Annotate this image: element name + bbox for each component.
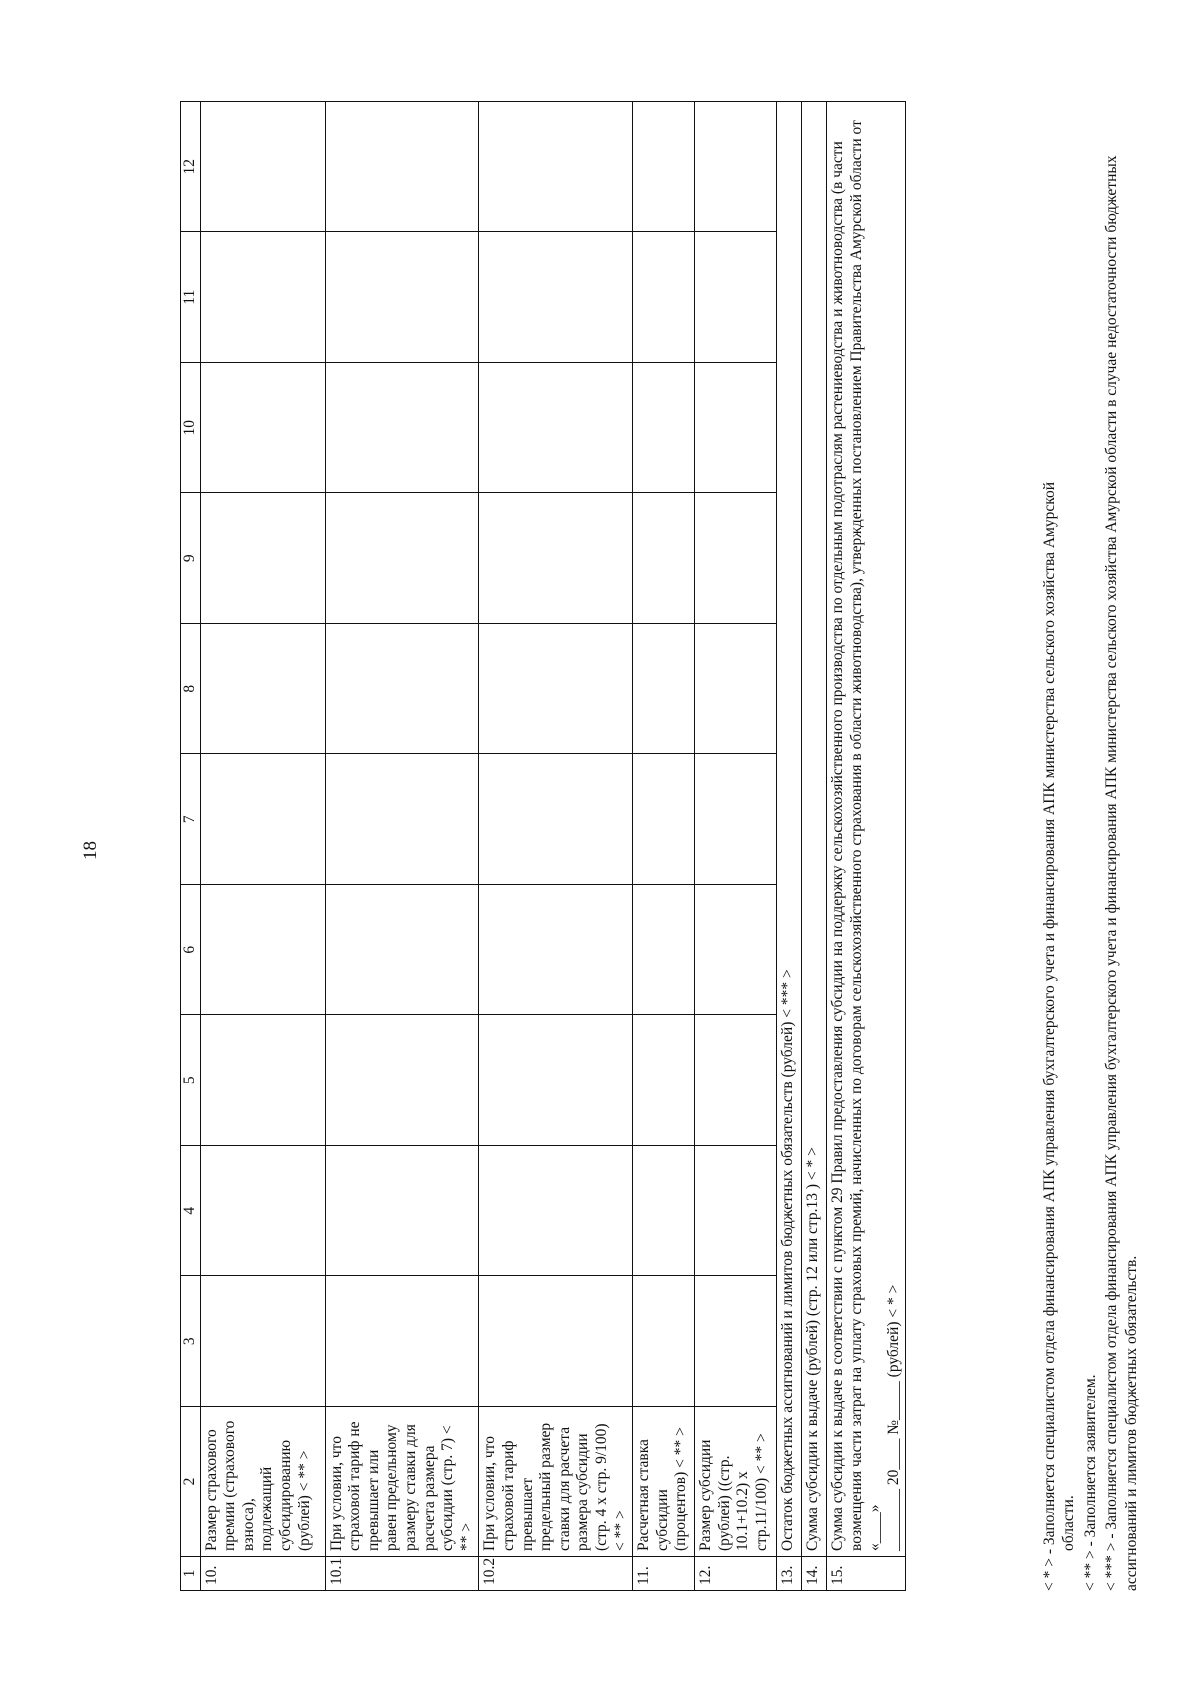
footnote-continuation: области. (1060, 1495, 1078, 1551)
data-cell[interactable] (200, 1146, 325, 1277)
row-number: 13. (777, 1557, 802, 1591)
table-row (325, 102, 479, 1591)
data-cell[interactable] (479, 885, 633, 1016)
data-cell[interactable] (695, 1146, 777, 1277)
data-cell[interactable] (325, 363, 479, 494)
header-cell: 7 (181, 754, 201, 885)
data-cell[interactable] (479, 1146, 633, 1277)
data-cell[interactable] (695, 1015, 777, 1146)
data-cell[interactable] (695, 624, 777, 755)
row-label: При условии, что страховой тариф не превышает или равен предельному размеру ставки для расчета размера субсидии (стр. 7) < ** > (325, 1407, 479, 1557)
header-cell: 6 (181, 885, 201, 1016)
table-header-row (181, 102, 201, 1591)
data-cell[interactable] (325, 493, 479, 624)
footnote-text: - Заполняется заявителем. (1081, 1374, 1099, 1551)
footnote (1102, 101, 1141, 1591)
data-cell[interactable] (695, 885, 777, 1016)
data-cell[interactable] (633, 885, 695, 1016)
table-row (633, 102, 695, 1591)
data-cell[interactable] (695, 1276, 777, 1407)
data-cell[interactable] (325, 1276, 479, 1407)
table-row (802, 102, 827, 1591)
row-number: 11. (633, 1557, 695, 1591)
header-cell: 2 (181, 1407, 201, 1557)
row-label: Расчетная ставка субсидии (процентов) < ** > (633, 1407, 695, 1557)
data-cell[interactable] (633, 493, 695, 624)
footnote-continuation: Амурской области в случае недостаточности бюджетных ассигнований и лимитов бюджетных обязательств. (1103, 155, 1140, 1591)
header-cell: 8 (181, 624, 201, 755)
data-cell[interactable] (200, 624, 325, 755)
footnote-mark: < ** > (1081, 1550, 1099, 1591)
data-cell[interactable] (479, 624, 633, 755)
footnote-mark: < * > (1041, 1558, 1058, 1591)
data-cell[interactable] (325, 1146, 479, 1277)
footnote-mark: < *** > (1103, 1542, 1121, 1591)
header-cell: 3 (181, 1276, 201, 1407)
row-number: 10.2 (479, 1557, 633, 1591)
data-cell[interactable] (479, 1015, 633, 1146)
data-cell[interactable] (633, 1146, 695, 1277)
row-text: Сумма субсидии к выдаче (рублей) (стр. 12 или стр.13 ) < * > (802, 102, 827, 1557)
row-text: Остаток бюджетных ассигнований и лимитов бюджетных обязательств (рублей) < *** > (777, 102, 802, 1557)
data-cell[interactable] (200, 232, 325, 363)
page-number: 18 (80, 841, 101, 860)
data-cell[interactable] (695, 232, 777, 363)
row-number: 12. (695, 1557, 777, 1591)
header-cell: 4 (181, 1146, 201, 1277)
footnote (1040, 101, 1079, 1591)
data-cell[interactable] (479, 1276, 633, 1407)
data-cell[interactable] (633, 1015, 695, 1146)
data-cell[interactable] (200, 1276, 325, 1407)
header-cell: 1 (181, 1557, 201, 1591)
data-cell[interactable] (633, 232, 695, 363)
data-cell[interactable] (695, 493, 777, 624)
data-cell[interactable] (479, 493, 633, 624)
row-text: Сумма субсидии к выдаче в соответствии с пунктом 29 Правил предоставления субсидии на поддержку сельскохозяйственного производства по отдельным подотраслям растениеводства и животноводства (в части возмещения части затрат на уплату страховых премий, начисленных по договорам сельскохозяйственного страхования в области животноводства), утвержденных постановлением Правительства Амурской области от «____» ________ 20____ №_____ (рублей) < * > (827, 102, 906, 1557)
data-cell[interactable] (695, 102, 777, 233)
header-cell: 9 (181, 493, 201, 624)
data-cell[interactable] (325, 1015, 479, 1146)
header-cell: 10 (181, 363, 201, 494)
footnote (1081, 101, 1100, 1591)
data-cell[interactable] (479, 232, 633, 363)
data-cell[interactable] (325, 102, 479, 233)
data-cell[interactable] (633, 754, 695, 885)
row-number: 10.1 (325, 1557, 479, 1591)
data-cell[interactable] (200, 1015, 325, 1146)
table-row (479, 102, 633, 1591)
subsidy-calculation-table (180, 101, 906, 1591)
row-label: Размер субсидии (рублей) ((стр. 10.1+10.2) х стр.11/100) < ** > (695, 1407, 777, 1557)
header-cell: 11 (181, 232, 201, 363)
data-cell[interactable] (200, 363, 325, 494)
table-row (777, 102, 802, 1591)
data-cell[interactable] (200, 885, 325, 1016)
row-number: 14. (802, 1557, 827, 1591)
header-cell: 5 (181, 1015, 201, 1146)
table-row (827, 102, 906, 1591)
data-cell[interactable] (695, 363, 777, 494)
data-cell[interactable] (325, 885, 479, 1016)
header-cell: 12 (181, 102, 201, 233)
data-cell[interactable] (633, 1276, 695, 1407)
row-number: 10. (200, 1557, 325, 1591)
data-cell[interactable] (633, 624, 695, 755)
table-row (200, 102, 325, 1591)
row-number: 15. (827, 1557, 906, 1591)
footnote-text: - Заполняется специалистом отдела финансирования АПК управления бухгалтерского учета и финансирования АПК министерства сельского хозяйства Амурской (1041, 481, 1058, 1559)
footnotes (1040, 101, 1143, 1591)
data-cell[interactable] (479, 754, 633, 885)
row-label: При условии, что страховой тариф превышает предельный размер ставки для расчета размера субсидии (стр. 4 х стр. 9/100) < ** > (479, 1407, 633, 1557)
footnote-text: - Заполняется специалистом отдела финансирования АПК управления бухгалтерского учета и финансирования АПК министерства сельского хозяйства (1103, 536, 1121, 1543)
data-cell[interactable] (200, 493, 325, 624)
data-cell[interactable] (325, 624, 479, 755)
data-cell[interactable] (325, 754, 479, 885)
data-cell[interactable] (633, 363, 695, 494)
data-cell[interactable] (479, 102, 633, 233)
data-cell[interactable] (633, 102, 695, 233)
data-cell[interactable] (200, 102, 325, 233)
data-cell[interactable] (325, 232, 479, 363)
data-cell[interactable] (479, 363, 633, 494)
data-cell[interactable] (695, 754, 777, 885)
table-row (695, 102, 777, 1591)
row-label: Размер страхового премии (страхового взноса), подлежащий субсидированию (рублей) < ** > (200, 1407, 325, 1557)
data-cell[interactable] (200, 754, 325, 885)
